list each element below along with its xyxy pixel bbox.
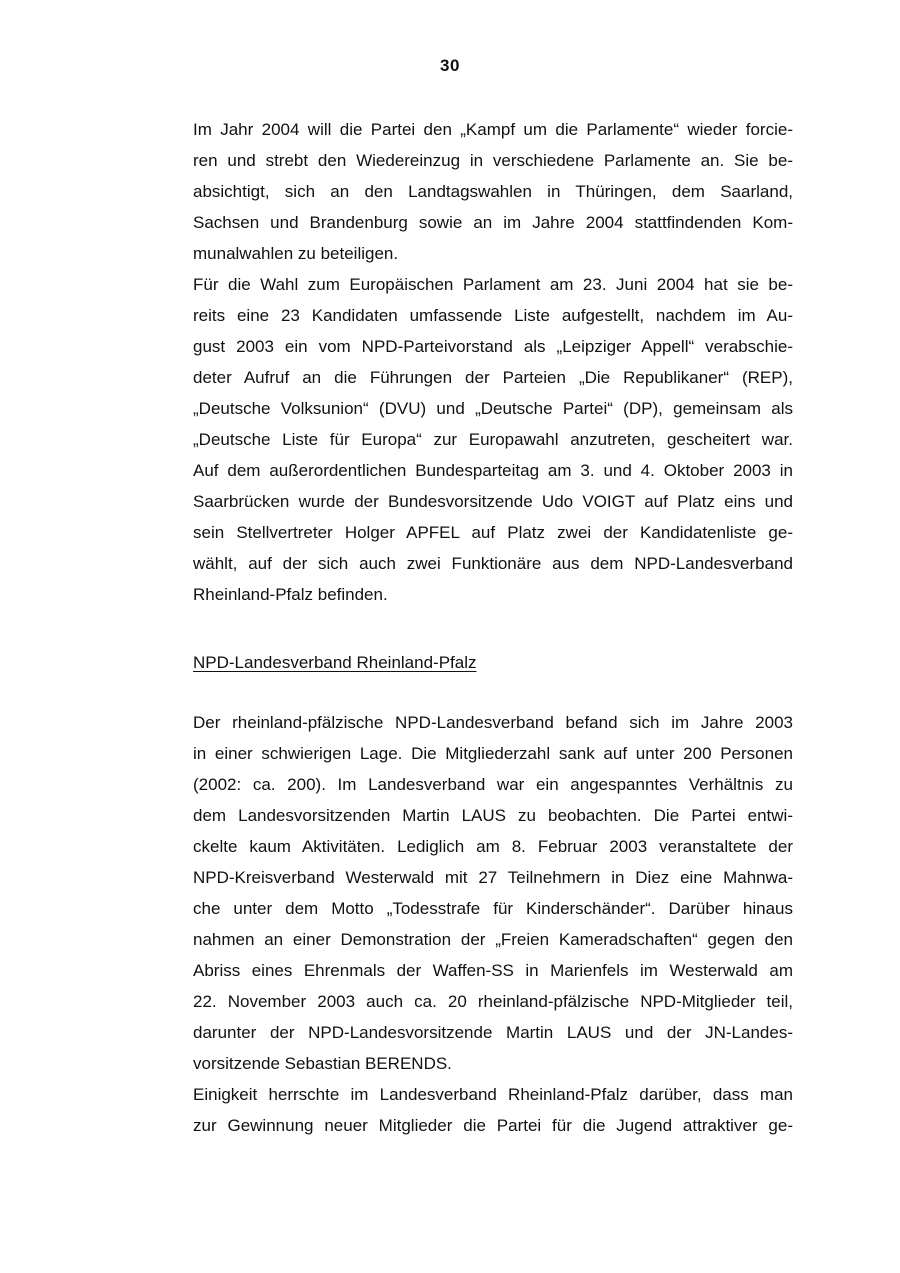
text-line: Rheinland-Pfalz befinden. [193,585,388,604]
text-line: gust 2003 ein vom NPD-Parteivorstand als „Leipziger Appell“ verabschie- [193,337,793,356]
text-line: Einigkeit herrschte im Landesverband Rheinland-Pfalz darüber, dass man [193,1085,793,1104]
text-line: absichtigt, sich an den Landtagswahlen in Thüringen, dem Saarland, [193,182,793,201]
text-line: 22. November 2003 auch ca. 20 rheinland-pfälzische NPD-Mitglieder teil, [193,992,793,1011]
text-line: „Deutsche Volksunion“ (DVU) und „Deutsche Partei“ (DP), gemeinsam als [193,399,793,418]
text-line: darunter der NPD-Landesvorsitzende Martin LAUS und der JN-Landes- [193,1023,793,1042]
text-line: deter Aufruf an die Führungen der Parteien „Die Republikaner“ (REP), [193,368,793,387]
text-line: (2002: ca. 200). Im Landesverband war ein angespanntes Verhältnis zu [193,775,793,794]
text-line: Für die Wahl zum Europäischen Parlament am 23. Juni 2004 hat sie be- [193,275,793,294]
text-line: „Deutsche Liste für Europa“ zur Europawahl anzutreten, gescheitert war. [193,430,793,449]
text-line: zur Gewinnung neuer Mitglieder die Partei für die Jugend attraktiver ge- [193,1116,793,1135]
section-heading: NPD-Landesverband Rheinland-Pfalz [193,653,477,672]
text-line: dem Landesvorsitzenden Martin LAUS zu beobachten. Die Partei entwi- [193,806,793,825]
text-line: Auf dem außerordentlichen Bundesparteitag am 3. und 4. Oktober 2003 in [193,461,793,480]
text-line: wählt, auf der sich auch zwei Funktionäre aus dem NPD-Landesverband [193,554,793,573]
text-line: nahmen an einer Demonstration der „Freien Kameradschaften“ gegen den [193,930,793,949]
text-line: vorsitzende Sebastian BERENDS. [193,1054,452,1073]
text-line: che unter dem Motto „Todesstrafe für Kinderschänder“. Darüber hinaus [193,899,793,918]
paragraph-landesverband [193,707,793,1141]
text-line: munalwahlen zu beteiligen. [193,244,399,263]
text-line: ren und strebt den Wiedereinzug in verschiedene Parlamente an. Sie be- [193,151,793,170]
text-line: reits eine 23 Kandidaten umfassende Liste aufgestellt, nachdem im Au- [193,306,793,325]
page-number: 30 [440,56,460,75]
text-line: ckelte kaum Aktivitäten. Lediglich am 8. Februar 2003 veranstaltete der [193,837,793,856]
paragraph-party-plans-2004 [193,114,793,610]
text-line: NPD-Kreisverband Westerwald mit 27 Teilnehmern in Diez eine Mahnwa- [193,868,793,887]
text-line: Saarbrücken wurde der Bundesvorsitzende Udo VOIGT auf Platz eins und [193,492,793,511]
text-line: Im Jahr 2004 will die Partei den „Kampf um die Parlamente“ wieder forcie- [193,120,793,139]
text-line: Sachsen und Brandenburg sowie an im Jahre 2004 stattfindenden Kom- [193,213,793,232]
text-line: sein Stellvertreter Holger APFEL auf Platz zwei der Kandidatenliste ge- [193,523,793,542]
text-line: Abriss eines Ehrenmals der Waffen-SS in Marienfels im Westerwald am [193,961,793,980]
text-line: Der rheinland-pfälzische NPD-Landesverband befand sich im Jahre 2003 [193,713,793,732]
text-line: in einer schwierigen Lage. Die Mitgliederzahl sank auf unter 200 Personen [193,744,793,763]
